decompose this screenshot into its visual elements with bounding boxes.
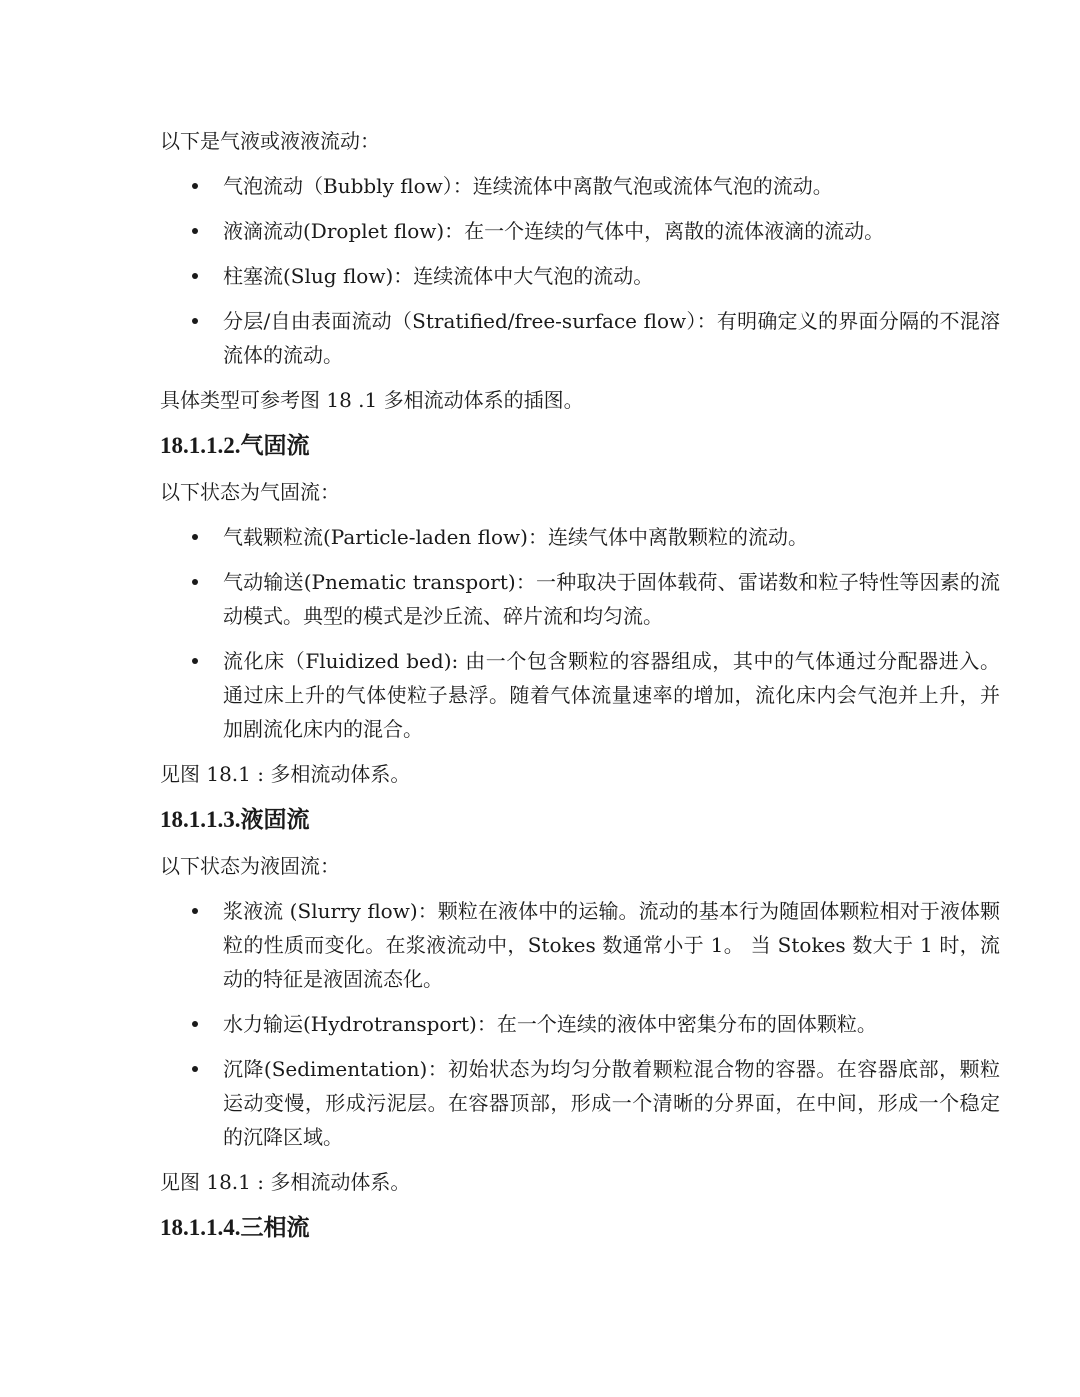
list-item <box>160 1052 1000 1154</box>
list-item-text: 气载颗粒流(Particle-laden flow)：连续气体中离散颗粒的流动。 <box>223 525 808 549</box>
figure-reference: 见图 18.1 : 多相流动体系。 <box>160 1170 411 1194</box>
figure-reference: 具体类型可参考图 18 .1 多相流动体系的插图。 <box>160 388 584 412</box>
bullet-icon <box>192 658 198 664</box>
list-item <box>160 259 1000 293</box>
list-item-text: 流化床（Fluidized bed): 由一个包含颗粒的容器组成，其中的气体通过分配器进入。通过床上升的气体使粒子悬浮。随着气体流量速率的增加，流化床内会气泡并上升，并加剧流化床内的混合。 <box>223 649 1000 741</box>
section-heading-three-phase: 18.1.1.4.三相流 <box>160 1215 310 1240</box>
liquid-solid-intro: 以下状态为液固流： <box>160 854 340 878</box>
bullet-icon <box>192 273 198 279</box>
list-item-text: 分层/自由表面流动（Stratified/free-surface flow）：有明确定义的界面分隔的不混溶流体的流动。 <box>223 309 1000 367</box>
list-item <box>160 565 1000 633</box>
list-item <box>160 894 1000 996</box>
gas-liquid-list <box>160 169 1000 372</box>
list-item <box>160 644 1000 746</box>
list-item-text: 水力输运(Hydrotransport)：在一个连续的液体中密集分布的固体颗粒。 <box>223 1012 877 1036</box>
section-heading-liquid-solid: 18.1.1.3.液固流 <box>160 807 310 832</box>
bullet-icon <box>192 183 198 189</box>
gas-solid-list <box>160 520 1000 746</box>
list-item <box>160 304 1000 372</box>
list-item <box>160 520 1000 554</box>
bullet-icon <box>192 579 198 585</box>
list-item-text: 浆液流 (Slurry flow)：颗粒在液体中的运输。流动的基本行为随固体颗粒相对于液体颗粒的性质而变化。在浆液流动中，Stokes 数通常小于 1。 当 Stokes 数大于 1 时，流动的特征是液固流态化。 <box>223 899 1000 991</box>
list-item-text: 液滴流动(Droplet flow)：在一个连续的气体中，离散的流体液滴的流动。 <box>223 219 885 243</box>
gas-liquid-intro: 以下是气液或液液流动： <box>160 129 380 153</box>
list-item-text: 气泡流动（Bubbly flow）：连续流体中离散气泡或流体气泡的流动。 <box>223 174 833 198</box>
bullet-icon <box>192 318 198 324</box>
gas-solid-intro: 以下状态为气固流： <box>160 480 340 504</box>
list-item <box>160 169 1000 203</box>
figure-reference: 见图 18.1 : 多相流动体系。 <box>160 762 411 786</box>
bullet-icon <box>192 908 198 914</box>
liquid-solid-list <box>160 894 1000 1154</box>
list-item <box>160 1007 1000 1041</box>
bullet-icon <box>192 1021 198 1027</box>
list-item <box>160 214 1000 248</box>
list-item-text: 气动输送(Pnematic transport)：一种取决于固体载荷、雷诺数和粒子特性等因素的流动模式。典型的模式是沙丘流、碎片流和均匀流。 <box>223 570 1000 628</box>
bullet-icon <box>192 1066 198 1072</box>
list-item-text: 沉降(Sedimentation)：初始状态为均匀分散着颗粒混合物的容器。在容器底部，颗粒运动变慢，形成污泥层。在容器顶部，形成一个清晰的分界面，在中间，形成一个稳定的沉降区域。 <box>223 1057 1000 1149</box>
list-item-text: 柱塞流(Slug flow)：连续流体中大气泡的流动。 <box>223 264 654 288</box>
document-body <box>160 124 1000 1245</box>
section-heading-gas-solid: 18.1.1.2.气固流 <box>160 433 310 458</box>
bullet-icon <box>192 228 198 234</box>
bullet-icon <box>192 534 198 540</box>
